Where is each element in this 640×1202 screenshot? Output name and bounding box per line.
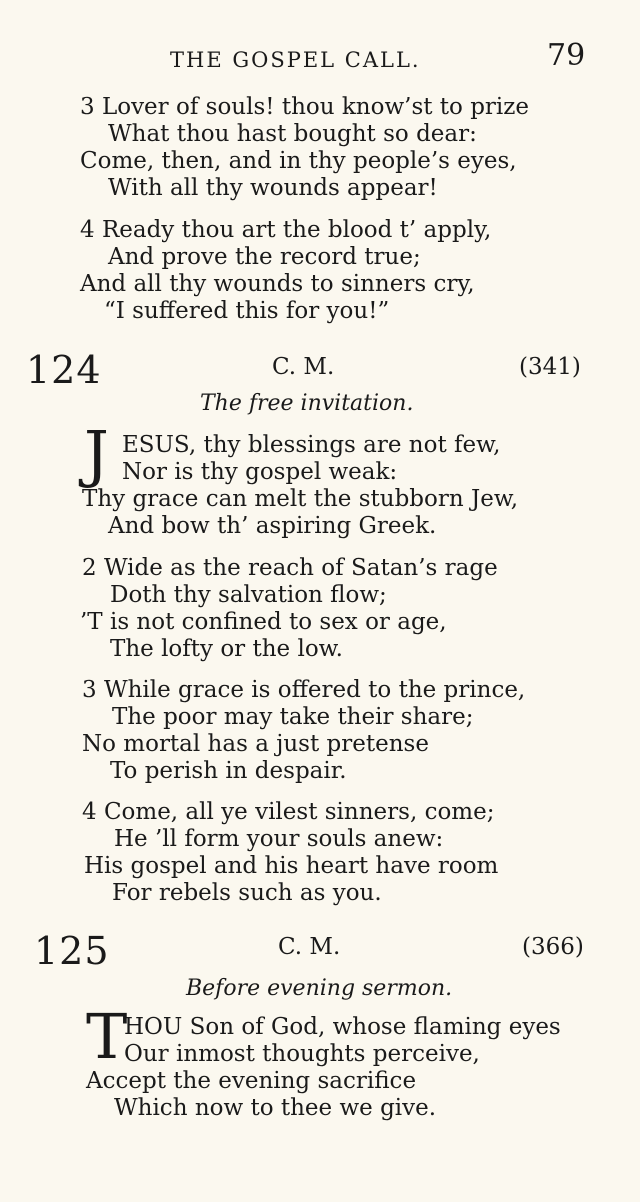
verse-line: Thy grace can melt the stubborn Jew, bbox=[82, 486, 519, 512]
verse-line: ’T is not confined to sex or age, bbox=[80, 609, 447, 635]
verse-line: 3 While grace is offered to the prince, bbox=[82, 677, 526, 703]
verse-line: 3 Lover of souls! thou know’st to prize bbox=[80, 94, 530, 120]
verse-line: And bow th’ aspiring Greek. bbox=[108, 513, 437, 539]
hymn-subtitle: Before evening sermon. bbox=[186, 976, 453, 1001]
verse-line: HOU Son of God, whose flaming eyes bbox=[124, 1014, 561, 1040]
hymn-meter: C. M. bbox=[272, 354, 335, 380]
hymn-meter: C. M. bbox=[278, 934, 341, 960]
verse-line: And all thy wounds to sinners cry, bbox=[80, 271, 475, 297]
page-number: 79 bbox=[547, 38, 586, 73]
verse-line: The poor may take their share; bbox=[112, 704, 474, 730]
hymn-number: 125 bbox=[34, 929, 110, 973]
verse-line: Nor is thy gospel weak: bbox=[122, 459, 398, 485]
verse-line: With all thy wounds appear! bbox=[108, 175, 438, 201]
verse-line: Our inmost thoughts perceive, bbox=[124, 1041, 480, 1067]
hymn-number: 124 bbox=[26, 348, 102, 392]
verse-line: Doth thy salvation flow; bbox=[110, 582, 387, 608]
verse-line: Which now to thee we give. bbox=[114, 1095, 437, 1121]
verse-line: And prove the record true; bbox=[108, 244, 421, 270]
running-header: THE GOSPEL CALL. bbox=[170, 48, 421, 72]
verse-line: For rebels such as you. bbox=[112, 880, 382, 906]
verse-line: What thou hast bought so dear: bbox=[108, 121, 477, 147]
hymn-subtitle: The free invitation. bbox=[200, 391, 414, 416]
verse-line: The lofty or the low. bbox=[110, 636, 343, 662]
drop-cap: T bbox=[86, 1000, 128, 1073]
verse-line: He ’ll form your souls anew: bbox=[114, 826, 444, 852]
verse-line: 4 Ready thou art the blood t’ apply, bbox=[80, 217, 492, 243]
verse-line: To perish in despair. bbox=[110, 758, 347, 784]
tune-reference: (341) bbox=[519, 354, 581, 380]
verse-line: Accept the evening sacrifice bbox=[86, 1068, 417, 1094]
verse-line: No mortal has a just pretense bbox=[82, 731, 429, 757]
verse-line: 4 Come, all ye vilest sinners, come; bbox=[82, 799, 495, 825]
tune-reference: (366) bbox=[522, 934, 584, 960]
drop-cap: J bbox=[84, 417, 109, 490]
verse-line: ESUS, thy blessings are not few, bbox=[122, 432, 501, 458]
verse-line: “I suffered this for you!” bbox=[104, 298, 390, 324]
verse-line: Come, then, and in thy people’s eyes, bbox=[80, 148, 517, 174]
verse-line: His gospel and his heart have room bbox=[84, 853, 499, 879]
verse-line: 2 Wide as the reach of Satan’s rage bbox=[82, 555, 498, 581]
